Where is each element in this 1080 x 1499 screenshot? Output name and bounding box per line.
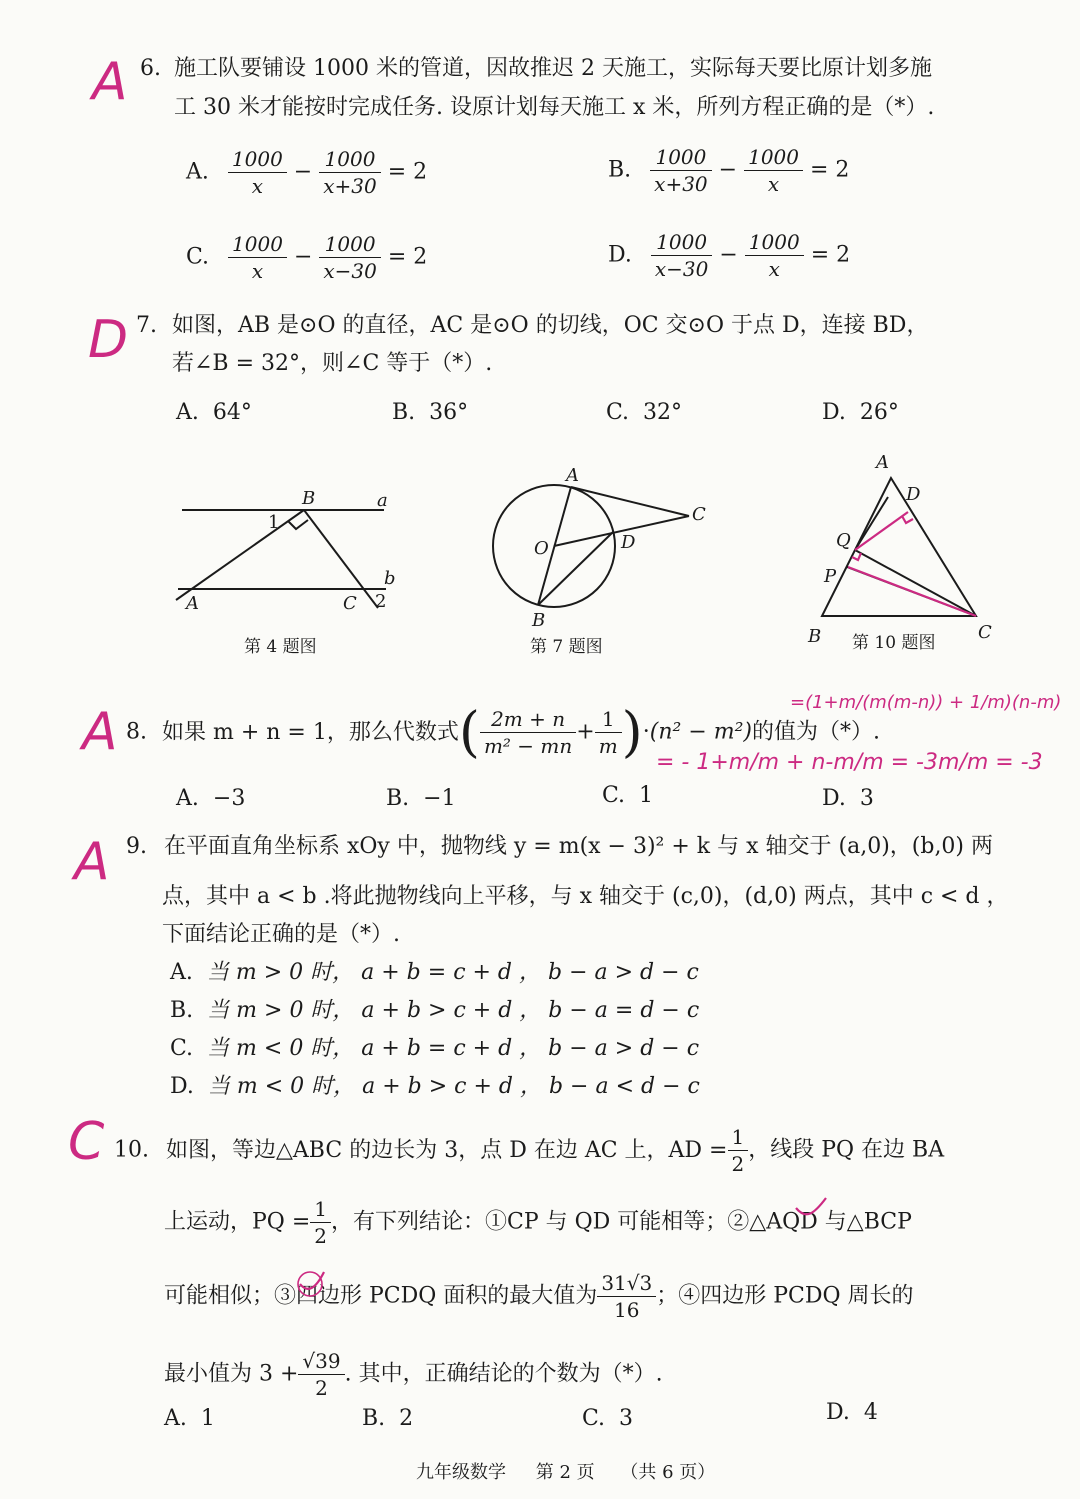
per-num: √39	[298, 1348, 344, 1375]
q10-line3-tail: ；④四边形 PCDQ 周长的	[656, 1283, 914, 1309]
q9-option-a: A. 当 m > 0 时， a + b = c + d ， b − a > d − c	[170, 960, 699, 985]
pq-num: 1	[310, 1196, 331, 1223]
q8-number: 8.	[126, 719, 147, 745]
rhs: = 2	[810, 242, 851, 268]
q10-line3-text: 可能相似；③四边形 PCDQ 面积的最大值为	[164, 1283, 598, 1309]
segment-ab	[176, 510, 304, 600]
q7-option-d: D. 26°	[822, 400, 899, 425]
figures	[0, 450, 1080, 680]
dot: ·	[642, 719, 650, 745]
frac-num: 1000	[744, 144, 803, 171]
fig10-label-P: P	[824, 566, 837, 587]
rhs: = 2	[387, 244, 428, 270]
frac-num: 1000	[228, 231, 287, 258]
q9-stem-line3: 下面结论正确的是（*）.	[162, 922, 400, 947]
rhs: = 2	[810, 157, 850, 183]
q6-stem-line2: 工 30 米才能按时完成任务. 设原计划每天施工 x 米，所列方程正确的是（*）.	[174, 95, 935, 120]
fig10-label-A: A	[876, 452, 889, 473]
check-mark	[796, 1198, 826, 1214]
q10-line4-text: 最小值为 3 +	[164, 1361, 299, 1387]
q10-line4	[164, 1348, 663, 1401]
frac-den: x−30	[654, 257, 709, 281]
frac1-den: m² − mn	[483, 734, 573, 758]
fig4-label-b: b	[384, 568, 396, 589]
frac-den: x	[251, 259, 264, 283]
frac-den: x+30	[654, 172, 708, 196]
q6-option-b: B. $\frac{1000}{x+30}$ − $\frac{1000}{x}$ = 2	[608, 145, 850, 196]
q7-stem-line1: 如图，AB 是⊙O 的直径，AC 是⊙O 的切线，OC 交⊙O 于点 D，连接 BD，	[172, 313, 929, 338]
fig7-label-D: D	[621, 532, 636, 553]
fig4-label-a: a	[377, 490, 388, 511]
right-angle-mark	[902, 516, 913, 523]
q7-answer-mark: D	[88, 310, 129, 370]
q7-number: 7.	[136, 313, 157, 338]
q9-number: 9.	[126, 834, 147, 859]
q9-option-c: C. 当 m < 0 时， a + b = c + d ， b − a > d − c	[170, 1036, 700, 1061]
area-den: 16	[614, 1298, 640, 1322]
figure-7	[493, 485, 689, 607]
q10-handmarks	[0, 1190, 1080, 1310]
frac-num: 1000	[745, 229, 804, 256]
q8-answer-mark: A	[82, 702, 118, 762]
q7-option-b: B. 36°	[392, 400, 469, 425]
footer-page: 第 2 页	[535, 1462, 595, 1483]
q10-line1-text: 如图，等边△ABC 的边长为 3，点 D 在边 AC 上，AD =	[166, 1137, 728, 1163]
perpendicular-q	[855, 512, 908, 550]
q7-stem-line2: 若∠B = 32°，则∠C 等于（*）.	[172, 351, 493, 376]
highlight-pc	[848, 567, 976, 616]
footer	[416, 1458, 715, 1484]
tangent-ac	[571, 487, 689, 516]
frac2-num: 1	[595, 706, 622, 733]
q10-line2-text: 上运动，PQ =	[164, 1209, 311, 1235]
footer-subject: 九年级数学	[416, 1462, 506, 1483]
frac2-den: m	[598, 734, 618, 758]
frac1-num: 2m + n	[480, 706, 576, 733]
frac-den: x	[768, 257, 780, 281]
area-num: 31√3	[597, 1270, 656, 1297]
fig4-caption: 第 4 题图	[244, 637, 317, 657]
option-label: C.	[186, 244, 210, 270]
frac-den: x	[767, 172, 780, 196]
option-label: B.	[608, 157, 632, 183]
frac-num: 1000	[650, 144, 712, 171]
q8-option-c: C. 1	[602, 783, 654, 808]
rhs: = 2	[387, 159, 428, 185]
segment-bd	[538, 532, 613, 605]
q8-work-line1: =(1+m/(m(m-n)) + 1/m)(n-m)	[790, 692, 1062, 713]
fig4-label-A: A	[186, 593, 199, 614]
q10-option-d: D. 4	[826, 1400, 878, 1425]
frac-num: 1000	[319, 231, 381, 258]
fig10-label-B: B	[808, 626, 822, 647]
fig4-label-B: B	[302, 488, 316, 509]
q6-stem-line1: 施工队要铺设 1000 米的管道，因故推迟 2 天施工，实际每天要比原计划多施	[174, 56, 932, 81]
fig7-label-C: C	[692, 504, 706, 525]
q6-option-a: A. $\frac{1000}{x}$ − $\frac{1000}{x+30}$ = 2	[186, 147, 428, 198]
fig4-label-C: C	[343, 593, 357, 614]
q8-prefix: 如果 m + n = 1，那么代数式	[162, 719, 459, 745]
option-label: D.	[608, 242, 632, 268]
fig10-label-Q: Q	[836, 530, 851, 551]
fig7-caption: 第 7 题图	[530, 637, 603, 657]
q6-option-d: D. $\frac{1000}{x-30}$ − $\frac{1000}{x}$ = 2	[608, 230, 851, 281]
fig4-label-2: 2	[375, 591, 387, 612]
fig4-label-1: 1	[268, 512, 280, 533]
fig10-label-C: C	[978, 622, 992, 643]
q8-work-line2: = - 1+m/m + n-m/m = -3m/m = -3	[656, 750, 1043, 775]
q8-factor: (n² − m²)	[649, 719, 753, 745]
fig7-label-A: A	[566, 465, 579, 486]
frac-den: x−30	[323, 259, 377, 283]
frac-num: 1000	[228, 146, 287, 173]
q10-number: 10.	[114, 1137, 149, 1163]
q10-line2-tail: ，有下列结论：①CP 与 QD 可能相等；②△AQD 与△BCP	[331, 1209, 912, 1235]
fig10-caption: 第 10 题图	[852, 633, 936, 653]
q9-option-b: B. 当 m > 0 时， a + b > c + d ， b − a = d − c	[170, 998, 700, 1023]
fig7-label-O: O	[534, 538, 549, 559]
q6-answer-mark: A	[92, 52, 128, 112]
q6-number: 6.	[140, 56, 161, 81]
q9-stem-line1: 在平面直角坐标系 xOy 中，抛物线 y = m(x − 3)² + k 与 x 轴交于 (a,0)，(b,0) 两	[164, 834, 994, 859]
q10-line4-tail: . 其中，正确结论的个数为（*）.	[344, 1361, 663, 1387]
circle-mark	[298, 1272, 322, 1296]
ad-den: 2	[731, 1152, 745, 1176]
pq-den: 2	[314, 1224, 328, 1248]
frac-den: x	[251, 174, 263, 198]
q8-option-d: D. 3	[822, 786, 874, 811]
q7-option-a: A. 64°	[176, 400, 252, 425]
option-label: A.	[186, 159, 209, 185]
frac-num: 1000	[319, 146, 381, 173]
left-paren: (	[458, 700, 480, 764]
q9-answer-mark: A	[74, 832, 110, 892]
q10-line1	[114, 1124, 944, 1177]
plus: +	[576, 719, 595, 745]
q10-option-b: B. 2	[362, 1406, 414, 1431]
right-paren: )	[621, 700, 643, 764]
q10-line1-tail: ，线段 PQ 在边 BA	[748, 1137, 945, 1163]
frac-num: 1000	[651, 229, 713, 256]
q8-option-a: A. −3	[176, 786, 246, 811]
frac-den: x+30	[323, 174, 377, 198]
segment-bc	[304, 510, 378, 608]
q10-option-a: A. 1	[164, 1406, 215, 1431]
segment-qc	[855, 550, 976, 616]
q6-option-c: C. $\frac{1000}{x}$ − $\frac{1000}{x-30}$ = 2	[186, 232, 428, 283]
q10-answer-mark: C	[68, 1112, 105, 1172]
q7-option-c: C. 32°	[606, 400, 683, 425]
per-den: 2	[315, 1376, 328, 1400]
q10-option-c: C. 3	[582, 1406, 634, 1431]
ad-num: 1	[728, 1124, 749, 1151]
fig10-label-D: D	[906, 484, 921, 505]
q8-option-b: B. −1	[386, 786, 456, 811]
segment-qd	[855, 497, 888, 550]
q9-option-d: D. 当 m < 0 时， a + b > c + d ， b − a < d − c	[170, 1074, 700, 1099]
q9-stem-line2: 点，其中 a < b .将此抛物线向上平移，与 x 轴交于 (c,0)，(d,0) 两点，其中 c < d ，	[162, 884, 1009, 909]
q8-suffix: 的值为（*）.	[752, 719, 881, 745]
right-angle-mark	[288, 520, 308, 529]
footer-total: （共 6 页）	[620, 1462, 716, 1483]
fig7-label-B: B	[532, 610, 546, 631]
